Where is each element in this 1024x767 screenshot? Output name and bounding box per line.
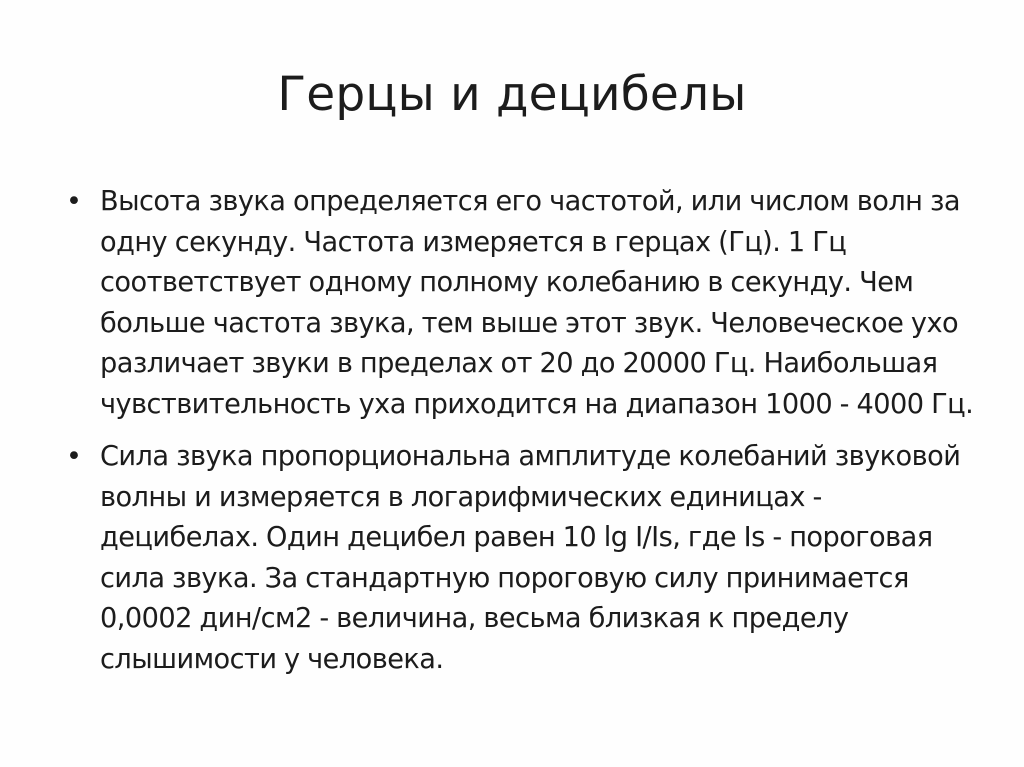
bullet-text-frequency: Высота звука определяется его частотой, или числом волн за одну секунду. Частота измеряется в герцах (Гц). 1 Гц соответствует одному полному колебанию в секунду. Чем больше частота звука, тем выше этот звук. Человеческое ухо различает звуки в пределах от 20 до 20000 Гц. Наибольшая чувствительность уха приходится на диапазон 1000 - 4000 Гц. bbox=[100, 186, 974, 420]
bullet-marker: • bbox=[66, 186, 82, 217]
bullet-list bbox=[66, 182, 976, 692]
bullet-marker: • bbox=[66, 441, 82, 472]
slide-title: Герцы и децибелы bbox=[277, 67, 747, 122]
bullet-item-frequency bbox=[66, 182, 976, 425]
bullet-text-loudness: Сила звука пропорциональна амплитуде колебаний звуковой волны и измеряется в логарифмических единицах - децибелах. Один децибел равен 10 lg I/Is, где Is - пороговая сила звука. За стандартную пороговую силу принимается 0,0002 дин/см2 - величина, весьма близкая к пределу слышимости у человека. bbox=[100, 441, 961, 675]
bullet-item-loudness bbox=[66, 437, 976, 680]
